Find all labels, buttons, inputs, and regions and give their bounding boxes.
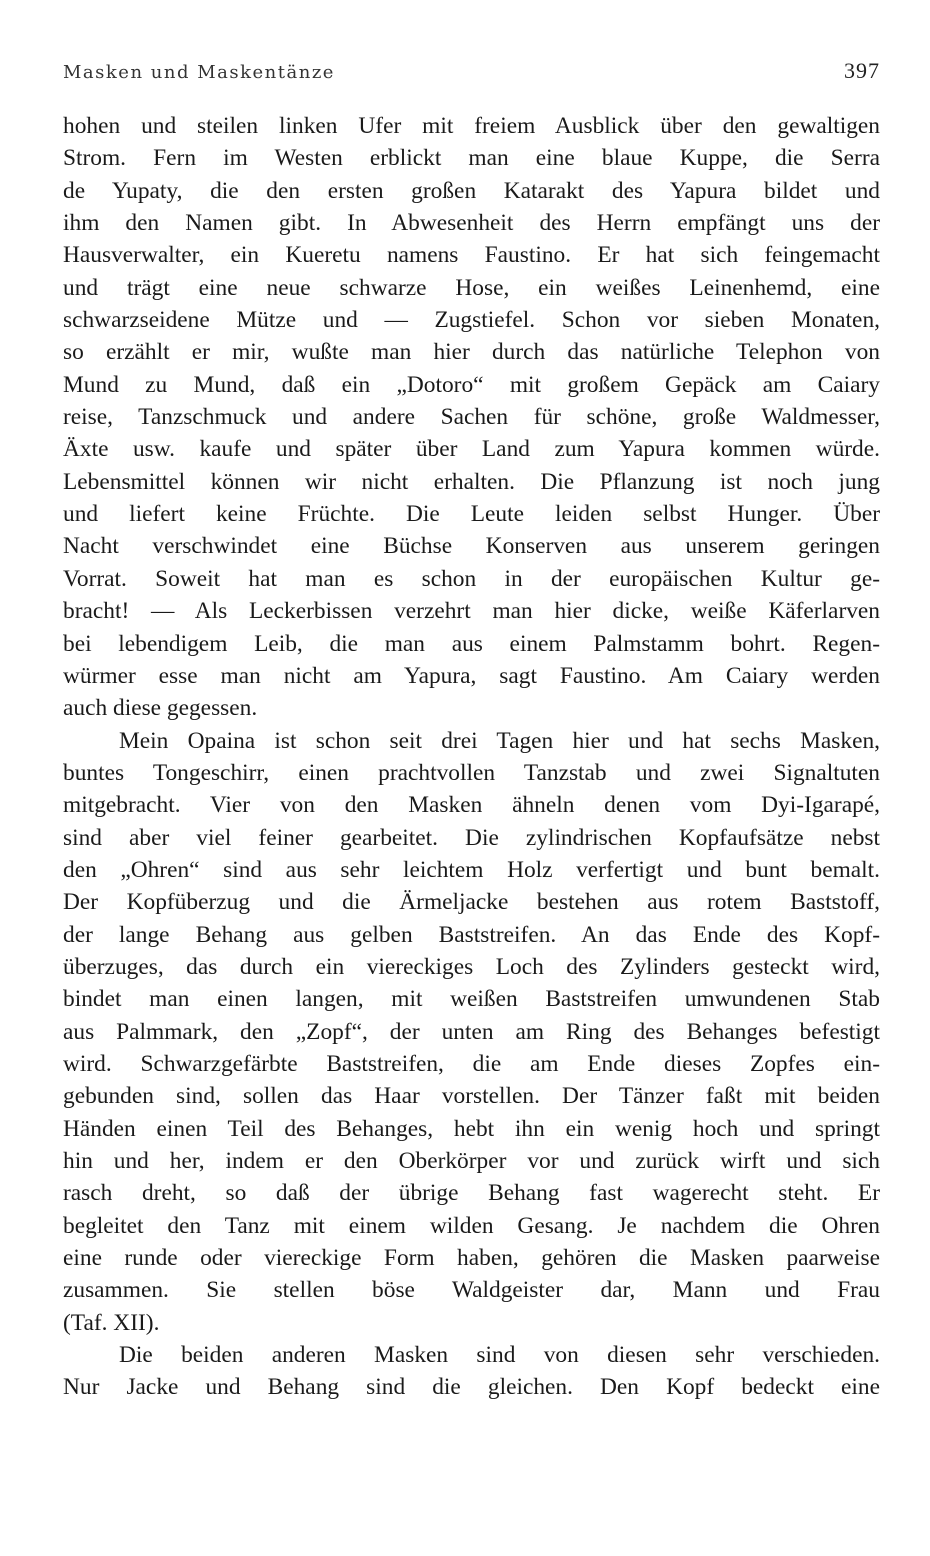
text-line: Händen einen Teil des Behanges, hebt ihn ein wenig hoch und springt	[63, 1115, 880, 1142]
text-line: sind aber viel feiner gearbeitet. Die zylindrischen Kopfaufsätze nebst	[63, 824, 880, 851]
text-line: ihm den Namen gibt. In Abwesenheit des Herrn empfängt uns der	[63, 210, 880, 237]
text-line: überzuges, das durch ein viereckiges Loch des Zylinders gesteckt wird,	[63, 953, 880, 980]
text-line: und trägt eine neue schwarze Hose, ein weißes Leinenhemd, eine	[63, 274, 880, 301]
body-text	[63, 110, 880, 1404]
text-line: reise, Tanzschmuck und andere Sachen für schöne, große Waldmesser,	[63, 404, 880, 431]
text-line: begleitet den Tanz mit einem wilden Gesang. Je nachdem die Ohren	[63, 1212, 880, 1239]
text-line: buntes Tongeschirr, einen prachtvollen Tanzstab und zwei Signaltuten	[63, 759, 880, 786]
text-line: und liefert keine Früchte. Die Leute leiden selbst Hunger. Über	[63, 501, 880, 528]
text-line: schwarzseidene Mütze und — Zugstiefel. Schon vor sieben Monaten,	[63, 307, 880, 334]
text-line: auch diese gegessen.	[63, 695, 258, 722]
page-number: 397	[844, 58, 880, 83]
text-line: bindet man einen langen, mit weißen Baststreifen umwundenen Stab	[63, 986, 880, 1013]
text-line: hohen und steilen linken Ufer mit freiem Ausblick über den gewaltigen	[63, 113, 880, 139]
text-line: Der Kopfüberzug und die Ärmeljacke bestehen aus rotem Baststoff,	[63, 889, 880, 916]
text-line: bracht! — Als Leckerbissen verzehrt man hier dicke, weiße Käferlarven	[63, 598, 880, 625]
text-line: Lebensmittel können wir nicht erhalten. Die Pflanzung ist noch jung	[63, 468, 880, 495]
running-head-title: Masken und Maskentänze	[63, 62, 335, 83]
text-line: Mein Opaina ist schon seit drei Tagen hier und hat sechs Masken,	[119, 727, 880, 754]
text-line: Vorrat. Soweit hat man es schon in der europäischen Kultur ge-	[63, 565, 880, 592]
text-line: bei lebendigem Leib, die man aus einem Palmstamm bohrt. Regen-	[63, 630, 880, 657]
text-line: so erzählt er mir, wußte man hier durch das natürliche Telephon von	[63, 339, 880, 366]
text-line: hin und her, indem er den Oberkörper vor und zurück wirft und sich	[63, 1148, 880, 1174]
running-head	[63, 58, 880, 88]
book-page	[63, 58, 880, 1404]
text-line: würmer esse man nicht am Yapura, sagt Faustino. Am Caiary werden	[63, 662, 880, 689]
text-line: Nur Jacke und Behang sind die gleichen. Den Kopf bedeckt eine	[63, 1374, 880, 1401]
text-line: eine runde oder viereckige Form haben, gehören die Masken paarweise	[63, 1245, 880, 1272]
text-line: Äxte usw. kaufe und später über Land zum Yapura kommen würde.	[63, 436, 880, 463]
text-line: Nacht verschwindet eine Büchse Konserven aus unserem geringen	[63, 533, 880, 560]
text-line: der lange Behang aus gelben Baststreifen. An das Ende des Kopf-	[63, 921, 880, 948]
text-line: Die beiden anderen Masken sind von diesen sehr verschieden.	[119, 1342, 880, 1369]
text-line: (Taf. XII).	[63, 1309, 160, 1336]
text-line: zusammen. Sie stellen böse Waldgeister dar, Mann und Frau	[63, 1277, 880, 1304]
text-line: wird. Schwarzgefärbte Baststreifen, die am Ende dieses Zopfes ein-	[63, 1050, 880, 1077]
text-line: mitgebracht. Vier von den Masken ähneln denen vom Dyi-Igarapé,	[63, 792, 880, 819]
text-line: den „Ohren“ sind aus sehr leichtem Holz verfertigt und bunt bemalt.	[63, 856, 880, 883]
text-line: gebunden sind, sollen das Haar vorstellen. Der Tänzer faßt mit beiden	[63, 1083, 880, 1110]
text-line: aus Palmmark, den „Zopf“, der unten am Ring des Behanges befestigt	[63, 1018, 880, 1045]
text-line: de Yupaty, die den ersten großen Katarakt des Yapura bildet und	[63, 177, 880, 204]
text-line: Hausverwalter, ein Kueretu namens Faustino. Er hat sich feingemacht	[63, 242, 880, 269]
text-line: Mund zu Mund, daß ein „Dotoro“ mit großem Gepäck am Caiary	[63, 371, 880, 398]
text-line: Strom. Fern im Westen erblickt man eine blaue Kuppe, die Serra	[63, 145, 880, 172]
text-line: rasch dreht, so daß der übrige Behang fast wagerecht steht. Er	[63, 1180, 880, 1207]
